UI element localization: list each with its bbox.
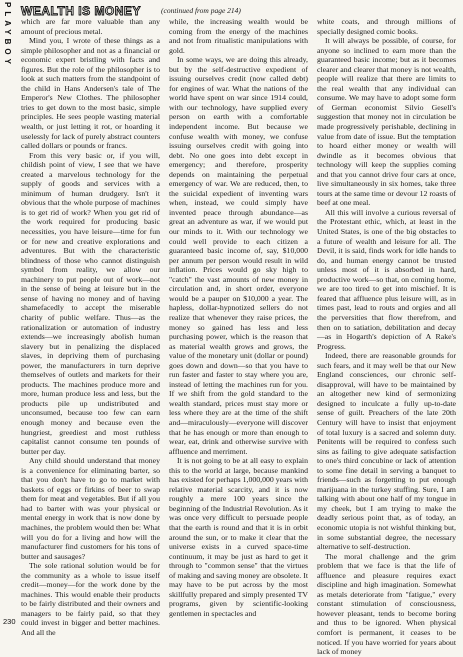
page-number: 230 xyxy=(3,617,16,626)
paragraph: Mind you, I wrote of these things as a simple philosopher and not as a financial or economic expert bristling with facts and figures. But the role of the philosopher is to look at such matters from the standpoint of the child in Hans Andersen's tale of The Emperor's New Clothes. The philosopher tries to get down to the most basic, simple principles. He sees people wasting material wealth, or just letting it rot, or hoarding it uselessly for lack of purely abstract counters called dollars or pounds or francs. xyxy=(21,36,160,151)
paragraph: Any child should understand that money is a convenience for eliminating barter, so that you don't have to go to market with baskets of eggs or firkins of beer to swap them for meat and vegetables. But if all you had to barter with was your physical or mental energy in work that is now done by machines, the problem would then be: What will you do for a living and how will the manufacturer find customers for his tons of butter and sausages? xyxy=(21,456,160,561)
paragraph: white coats, and through millions of specially designed comic books. xyxy=(317,17,456,36)
continued-note: (continued from page 214) xyxy=(161,6,241,15)
text-columns xyxy=(21,17,456,657)
paragraph: The moral challenge and the grim problem that we face is that the life of affluence and pleasure requires exact discipline and high imagination. Somewhat as metals deteriorate from "fatigue," every constant stimulation of consciousness, however pleasant, tends to become boring and thus to be ignored. When physical comfort is permanent, it ceases to be noticed. If you have worried for years about lack of money xyxy=(317,551,456,657)
article-body xyxy=(21,3,457,657)
column-2 xyxy=(169,17,308,657)
page-margin xyxy=(0,0,16,640)
paragraph: Indeed, there are reasonable grounds for such fears, and it may well be that our New England consciences, our chronic self-disapproval, will have to be maintained by an altogether new kind of sermonizing designed to inculcate a fully up-to-date sense of guilt. Preachers of the late 20th Century will have to insist that enjoyment of total luxury is a sacred and solemn duty. Penitents will be required to confess such sins as failing to give adequate satisfaction to one's third concubine or lack of attention to some fine detail in serving a banquet to friends—such as forgetting to put enough marijuana in the turkey stuffing. Sure, I am talking with about one half of my tongue in my cheek, but I am trying to make the deadly serious point that, as of today, an economic utopia is not wishful thinking but, in some substantial degree, the necessary alternative to self-destruction. xyxy=(317,351,456,552)
paragraph: In some ways, we are doing this already, but by the self-destructive expedient of issuing ourselves credit (now called debt) for engines of war. What the nations of the world have spent on war since 1914 could, with our technology, have supplied every person on earth with a comfortable independent income. But because we confuse wealth with money, we confuse issuing ourselves credit with going into debt. No one goes into debt except in emergency; and therefore, prosperity depends on maintaining the perpetual emergency of war. We are reduced, then, to the suicidal expedient of inventing wars when, instead, we could simply have invented peace through abundance—as great an adventure as war, if we would put our minds to it. With our technology we could well provide to each citizen a guaranteed basic income of, say, $10,000 per annum per person would result in wild inflation. Prices would go sky high to "catch" the vast amounts of new money in circulation and, in short order, everyone would be a pauper on $10,000 a year. The hapless, dollar-hypnotized sellers do not realize that whenever they raise prices, the money so gained has less and less purchasing power, which is the reason that as material wealth grows and grows, the value of the monetary unit (dollar or pound) goes down and down—so that you have to run faster and faster to stay where you are, instead of letting the machines run for you. If we shift from the gold standard to the wealth standard, prices must stay more or less where they are at the time of the shift and—miraculously—everyone will discover that he has enough or more than enough to wear, eat, drink and otherwise survive with affluence and merriment. xyxy=(169,55,308,456)
paragraph: It will always be possible, of course, for anyone so inclined to earn more than the guaranteed basic income; but as it becomes clearer and clearer that money is not wealth, people will realize that there are limits to the real wealth that any individual can consume. We may have to adopt some form of German economist Silvio Gesell's suggestion that money not in circulation be made progressively perishable, declining in value from date of issue. But the temptation to hoard either money or wealth will dwindle as it becomes obvious that technology will keep the supplies coming and that you cannot drive four cars at once, live simultaneously in six homes, take three tours at the same time or devour 12 roasts of beef at one meal. xyxy=(317,36,456,208)
paragraph: From this very basic or, if you will, childish point of view, I see that we have created a marvelous technology for the supply of goods and services with a minimum of human drudgery. Isn't it obvious that the whole purpose of machines is to get rid of work? When you get rid of the work required for producing basic necessities, you have leisure—time for fun or for new and creative explorations and adventures. But with the characteristic blindness of those who cannot distinguish symbol from reality, we allow our machinery to put people out of work—not in the sense of being at leisure but in the sense of having no money and of having shamefacedly to accept the miserable charity of public welfare. Thus—as the rationalization or automation of industry extends—we increasingly abolish human slavery but in penalizing the displaced slaves, in depriving them of purchasing power, the manufacturers in turn deprive themselves of outlets and markets for their products. The machines produce more and more, human produce less and less, but the products pile up undistributed and unconsumed, because too few can earn enough money and because even the hungriest, greediest and most ruthless capitalist cannot consume ten pounds of butter per day. xyxy=(21,150,160,456)
column-3 xyxy=(317,17,456,657)
magazine-name: PLAYBOY xyxy=(3,2,12,68)
running-title: WEALTH IS MONEY xyxy=(21,4,141,18)
paragraph: All this will involve a curious reversal of the Protestant ethic, which, at least in the United States, is one of the big obstacles to a future of wealth and leisure for all. The Devil, it is said, finds work for idle hands to do, and human energy cannot be trusted unless most of it is absorbed in hard, productive work—so that, on coming home, we are too tired to get into mischief. It is feared that affluence plus leisure will, as in times past, lead to routs and orgies and all the perversities that flow therefrom, and then on to satiation, debilitation and decay—as in Hogarth's depiction of A Rake's Progress. xyxy=(317,207,456,351)
paragraph: The sole rational solution would be for the community as a whole to issue itself credit—money—for the work done by the machines. This would enable their products to be fairly distributed and their owners and managers to be fairly paid, so that they could invest in bigger and better machines. And all the xyxy=(21,561,160,637)
column-1 xyxy=(21,17,160,657)
paragraph: It is not going to be at all easy to explain this to the world at large, because mankind has existed for perhaps 1,000,000 years with relative material scarcity, and it is now roughly a mere 100 years since the beginning of the Industrial Revolution. As it was once very difficult to persuade people that the earth is round and that it is in orbit around the sun, or to make it clear that the universe exists in a curved space-time continuum, it may be just as hard to get it through to "common sense" that the virtues of making and saving money are obsolete. It may have to be put across by the most skillfully prepared and simply presented TV programs, given by scientific-looking gentlemen in spectacles and xyxy=(169,456,309,618)
paragraph: while, the increasing wealth would be coming from the energy of the machines and not from ritualistic manipulations with gold. xyxy=(169,17,308,55)
paragraph: which are far more valuable than any amount of precious metal. xyxy=(21,17,160,36)
